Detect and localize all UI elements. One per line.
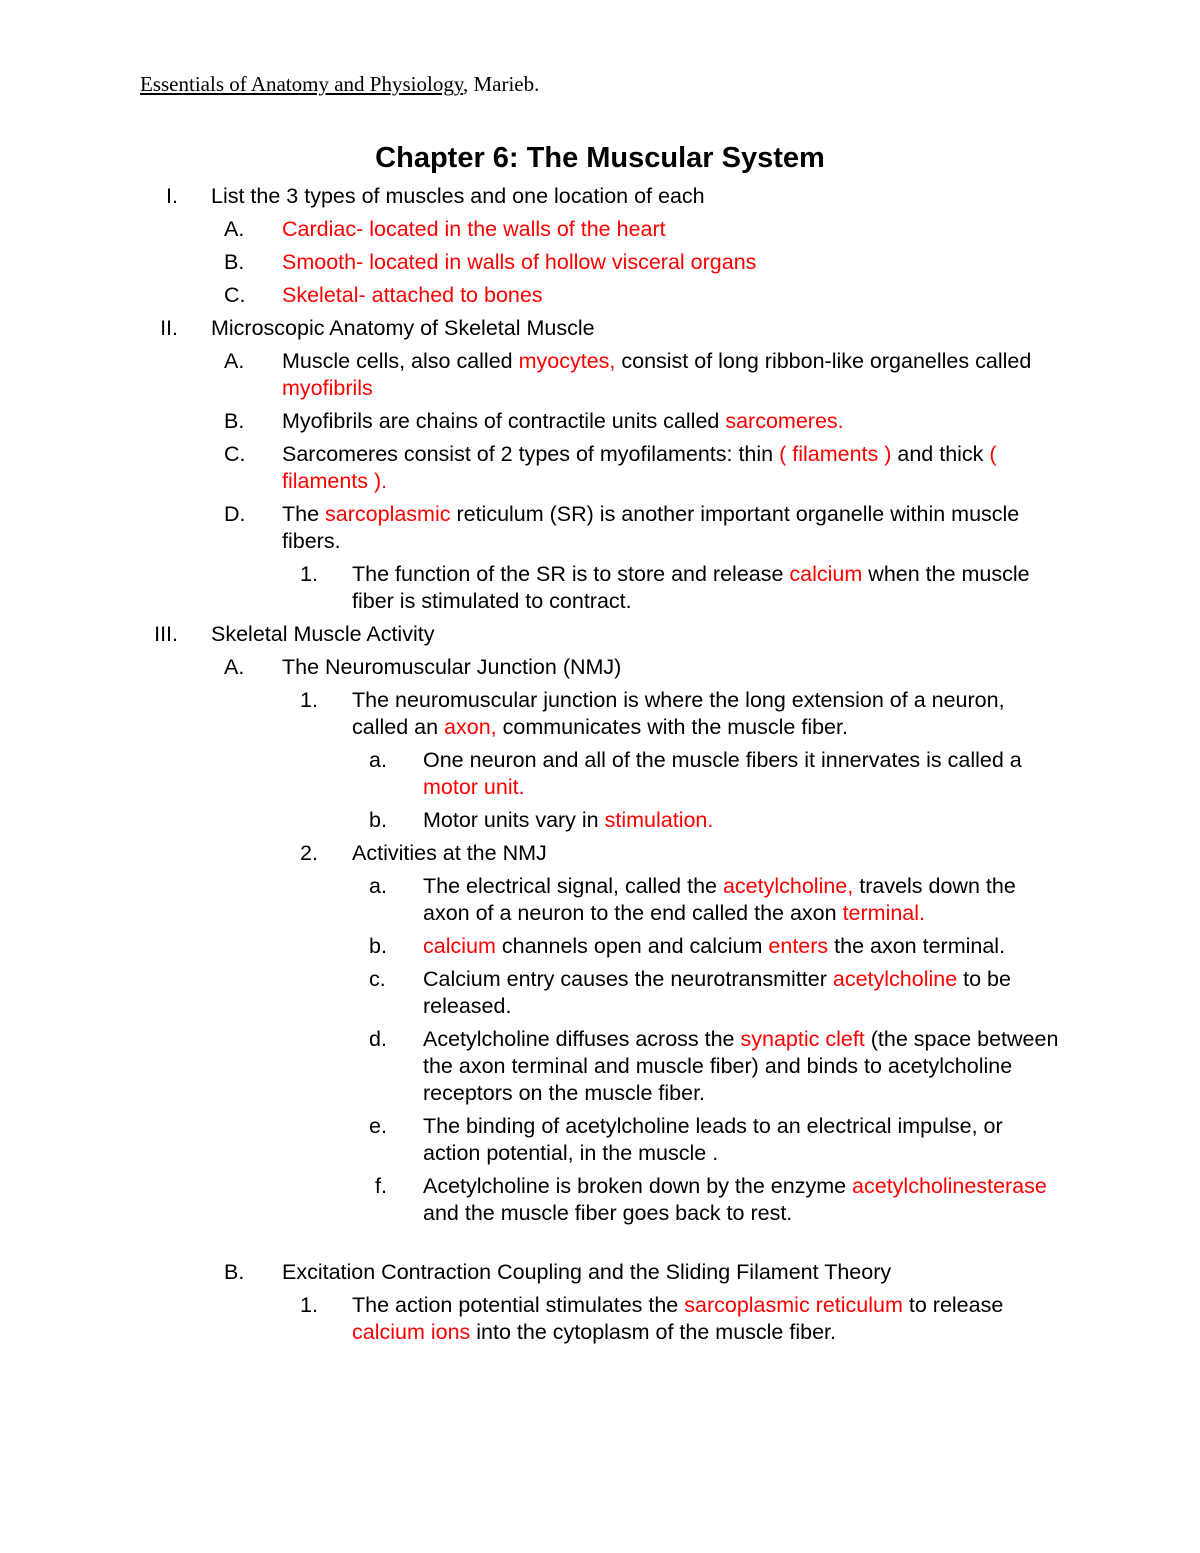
outline-text — [282, 282, 1060, 309]
answer-text: synaptic cleft — [740, 1027, 865, 1051]
prompt-text: to be released. — [423, 967, 1011, 1018]
prompt-text: The electrical signal, called the — [423, 874, 723, 898]
outline-item-level-2 — [0, 501, 1200, 555]
outline-text — [282, 348, 1060, 402]
book-title: Essentials of Anatomy and Physiology — [140, 72, 463, 96]
prompt-text: Myofibrils are chains of contractile units called — [282, 409, 726, 433]
outline-text — [282, 1259, 1060, 1286]
outline-spacer — [0, 1233, 1200, 1259]
outline-marker: A. — [224, 349, 245, 373]
author-name: , Marieb. — [462, 72, 540, 96]
answer-text: sarcoplasmic reticulum — [684, 1293, 903, 1317]
prompt-text: and thick — [891, 442, 990, 466]
outline-item-level-2 — [0, 282, 1200, 309]
prompt-text: The — [282, 502, 326, 526]
prompt-text: Activities at the NMJ — [352, 841, 547, 865]
outline-text — [211, 315, 1060, 342]
outline-item-level-2 — [0, 249, 1200, 276]
outline-marker: 2. — [300, 841, 318, 865]
outline-marker: c. — [369, 967, 386, 991]
answer-text: ( filaments ) — [779, 442, 892, 466]
prompt-text: communicates with the muscle fiber. — [496, 715, 848, 739]
outline-marker: A. — [224, 655, 245, 679]
prompt-text: to release — [902, 1293, 1004, 1317]
chapter-title: Chapter 6: The Muscular System — [375, 142, 825, 174]
answer-text: acetylcholine — [832, 967, 958, 991]
outline-marker: e. — [369, 1114, 387, 1138]
outline-text — [282, 408, 1060, 435]
prompt-text: The binding of acetylcholine leads to an electrical impulse, or action potential, in the muscle . — [423, 1114, 1003, 1165]
prompt-text: The Neuromuscular Junction (NMJ) — [282, 655, 622, 679]
answer-text: stimulation. — [604, 808, 714, 832]
prompt-text: Motor units vary in — [423, 808, 605, 832]
answer-text: terminal. — [842, 901, 926, 925]
prompt-text: Skeletal Muscle Activity — [211, 622, 435, 646]
prompt-text: Acetylcholine diffuses across the — [423, 1027, 741, 1051]
answer-text: calcium — [789, 562, 863, 586]
prompt-text: The function of the SR is to store and release — [352, 562, 790, 586]
outline-text — [352, 687, 1060, 741]
outline-item-level-2 — [0, 441, 1200, 495]
outline-text — [423, 747, 1060, 801]
outline-marker: B. — [224, 250, 245, 274]
prompt-text: Microscopic Anatomy of Skeletal Muscle — [211, 316, 595, 340]
outline-marker: D. — [224, 502, 246, 526]
prompt-text: channels open and calcium — [495, 934, 769, 958]
answer-text: sarcoplasmic — [325, 502, 451, 526]
outline-marker: d. — [369, 1027, 387, 1051]
answer-text: Cardiac- located in the walls of the heart — [282, 217, 666, 241]
outline-text — [211, 621, 1060, 648]
answer-text: ( filaments ). — [282, 442, 997, 493]
answer-text: axon, — [444, 715, 497, 739]
prompt-text: One neuron and all of the muscle fibers it innervates is called a — [423, 748, 1022, 772]
outline-item-level-1 — [0, 315, 1200, 342]
outline-item-level-2 — [0, 654, 1200, 681]
outline-text — [423, 873, 1060, 927]
outline-text — [423, 1173, 1060, 1227]
outline-text — [211, 183, 1060, 210]
chapter-outline — [0, 183, 1200, 1352]
outline-marker: C. — [224, 442, 246, 466]
outline-marker: I. — [166, 184, 178, 208]
outline-text — [282, 441, 1060, 495]
outline-item-level-2 — [0, 348, 1200, 402]
outline-item-level-4 — [0, 933, 1200, 960]
answer-text: calcium ions — [352, 1320, 471, 1344]
answer-text: myofibrils — [282, 376, 373, 400]
answer-text: acetylcholine, — [722, 874, 854, 898]
outline-item-level-4 — [0, 807, 1200, 834]
outline-text — [282, 501, 1060, 555]
outline-text — [282, 216, 1060, 243]
outline-text — [352, 1292, 1060, 1346]
answer-text: acetylcholinesterase — [852, 1174, 1047, 1198]
outline-marker: a. — [369, 748, 387, 772]
outline-item-level-4 — [0, 1113, 1200, 1167]
prompt-text: Sarcomeres consist of 2 types of myofilaments: thin — [282, 442, 780, 466]
outline-item-level-4 — [0, 873, 1200, 927]
prompt-text: travels down the axon of a neuron to the end called the axon — [423, 874, 1016, 925]
answer-text: motor unit. — [423, 775, 525, 799]
prompt-text: List the 3 types of muscles and one location of each — [211, 184, 705, 208]
outline-text — [423, 933, 1060, 960]
outline-marker: A. — [224, 217, 245, 241]
outline-marker: a. — [369, 874, 387, 898]
prompt-text: Calcium entry causes the neurotransmitter — [423, 967, 833, 991]
outline-item-level-1 — [0, 183, 1200, 210]
outline-item-level-2 — [0, 408, 1200, 435]
prompt-text: into the cytoplasm of the muscle fiber. — [470, 1320, 836, 1344]
answer-text: calcium — [423, 934, 496, 958]
outline-text — [352, 840, 1060, 867]
prompt-text: (the space between the axon terminal and muscle fiber) and binds to acetylcholine receptors on the muscle fiber. — [423, 1027, 1059, 1105]
outline-marker: C. — [224, 283, 246, 307]
prompt-text: Excitation Contraction Coupling and the Sliding Filament Theory — [282, 1260, 892, 1284]
outline-marker: 1. — [300, 1293, 318, 1317]
document-header — [140, 72, 539, 97]
answer-text: sarcomeres. — [725, 409, 844, 433]
outline-item-level-4 — [0, 747, 1200, 801]
answer-text: Smooth- located in walls of hollow visceral organs — [282, 250, 757, 274]
prompt-text: the axon terminal. — [828, 934, 1006, 958]
outline-text — [423, 807, 1060, 834]
outline-item-level-4 — [0, 966, 1200, 1020]
prompt-text: The neuromuscular junction is where the long extension of a neuron, called an — [352, 688, 1005, 739]
prompt-text: Acetylcholine is broken down by the enzyme — [423, 1174, 853, 1198]
outline-text — [282, 654, 1060, 681]
outline-item-level-3 — [0, 840, 1200, 867]
outline-marker: B. — [224, 1260, 245, 1284]
outline-marker: f. — [375, 1174, 387, 1198]
prompt-text: Muscle cells, also called — [282, 349, 519, 373]
outline-text — [352, 561, 1060, 615]
outline-marker: 1. — [300, 562, 318, 586]
outline-item-level-3 — [0, 1292, 1200, 1346]
answer-text: enters — [768, 934, 829, 958]
answer-text: Skeletal- attached to bones — [282, 283, 543, 307]
prompt-text: The action potential stimulates the — [352, 1293, 685, 1317]
outline-item-level-3 — [0, 687, 1200, 741]
outline-item-level-1 — [0, 621, 1200, 648]
outline-item-level-4 — [0, 1173, 1200, 1227]
prompt-text: and the muscle fiber goes back to rest. — [423, 1201, 793, 1225]
outline-text — [282, 249, 1060, 276]
outline-text — [423, 966, 1060, 1020]
prompt-text: consist of long ribbon-like organelles called — [615, 349, 1032, 373]
prompt-text: reticulum (SR) is another important organelle within muscle fibers. — [282, 502, 1020, 553]
prompt-text: when the muscle fiber is stimulated to contract. — [352, 562, 1030, 613]
outline-text — [423, 1026, 1060, 1107]
outline-marker: II. — [160, 316, 178, 340]
outline-item-level-2 — [0, 1259, 1200, 1286]
outline-marker: III. — [154, 622, 178, 646]
outline-text — [423, 1113, 1060, 1167]
answer-text: myocytes, — [518, 349, 616, 373]
outline-marker: B. — [224, 409, 245, 433]
outline-item-level-3 — [0, 561, 1200, 615]
outline-marker: b. — [369, 808, 387, 832]
outline-marker: 1. — [300, 688, 318, 712]
outline-item-level-4 — [0, 1026, 1200, 1107]
outline-marker: b. — [369, 934, 387, 958]
outline-item-level-2 — [0, 216, 1200, 243]
